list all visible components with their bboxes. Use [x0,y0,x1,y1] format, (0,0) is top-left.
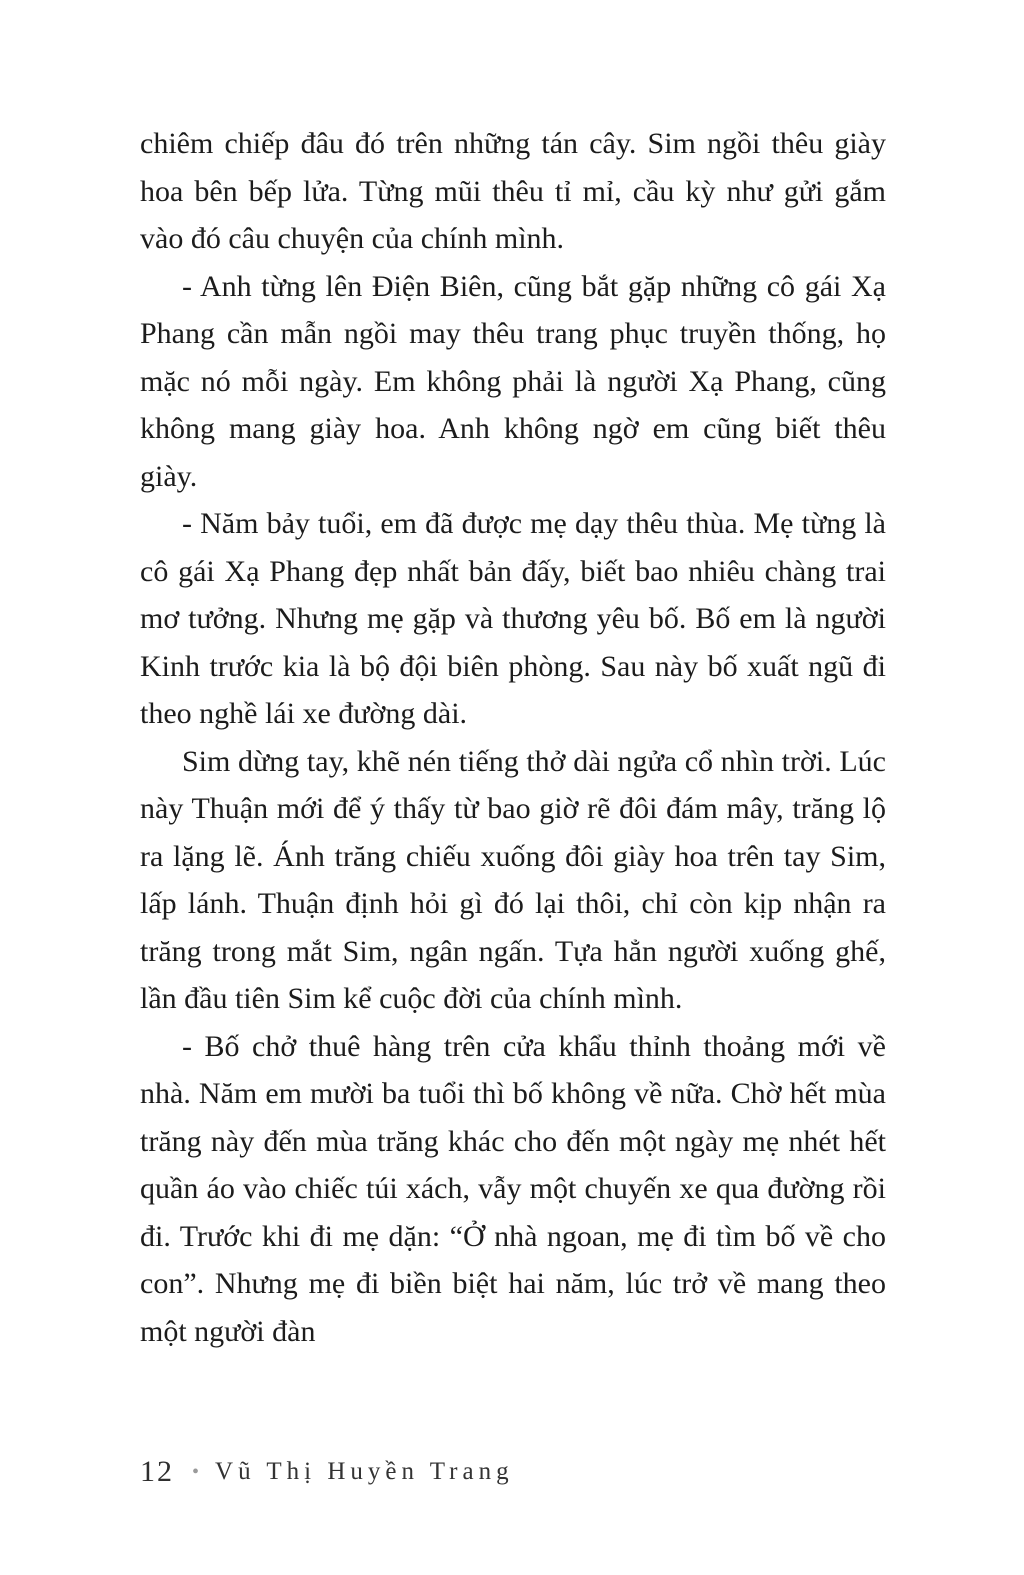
paragraph: Sim dừng tay, khẽ nén tiếng thở dài ngửa cổ nhìn trời. Lúc này Thuận mới để ý thấy từ bao giờ rẽ đôi đám mây, trăng lộ ra lặng lẽ. Ánh trăng chiếu xuống đôi giày hoa trên tay Sim, lấp lánh. Thuận định hỏi gì đó lại thôi, chỉ còn kịp nhận ra trăng trong mắt Sim, ngân ngấn. Tựa hẳn người xuống ghế, lần đầu tiên Sim kể cuộc đời của chính mình. [140,744,886,1015]
paragraph: - Bố chở thuê hàng trên cửa khẩu thỉnh thoảng mới về nhà. Năm em mười ba tuổi thì bố không về nữa. Chờ hết mùa trăng này đến mùa trăng khác cho đến một ngày mẹ nhét hết quần áo vào chiếc túi xách, vẫy một chuyến xe qua đường rồi đi. Trước khi đi mẹ dặn: “Ở nhà ngoan, mẹ đi tìm bố về cho con”. Nhưng mẹ đi biền biệt hai năm, lúc trở về mang theo một người đàn [140,1029,886,1348]
footer-separator-dot: • [192,1460,200,1483]
page-number: 12 [140,1455,174,1488]
paragraph: - Năm bảy tuổi, em đã được mẹ dạy thêu thùa. Mẹ từng là cô gái Xạ Phang đẹp nhất bản đấy, biết bao nhiêu chàng trai mơ tưởng. Nhưng mẹ gặp và thương yêu bố. Bố em là người Kinh trước kia là bộ đội biên phòng. Sau này bố xuất ngũ đi theo nghề lái xe đường dài. [140,507,886,730]
body-text [140,120,886,1355]
author-name: Vũ Thị Huyền Trang [215,1458,514,1485]
paragraph: chiêm chiếp đâu đó trên những tán cây. Sim ngồi thêu giày hoa bên bếp lửa. Từng mũi thêu tỉ mỉ, cầu kỳ như gửi gắm vào đó câu chuyện của chính mình. [140,127,886,255]
paragraph: - Anh từng lên Điện Biên, cũng bắt gặp những cô gái Xạ Phang cần mẫn ngồi may thêu trang phục truyền thống, họ mặc nó mỗi ngày. Em không phải là người Xạ Phang, cũng không mang giày hoa. Anh không ngờ em cũng biết thêu giày. [140,269,886,493]
page-footer [140,1455,514,1489]
